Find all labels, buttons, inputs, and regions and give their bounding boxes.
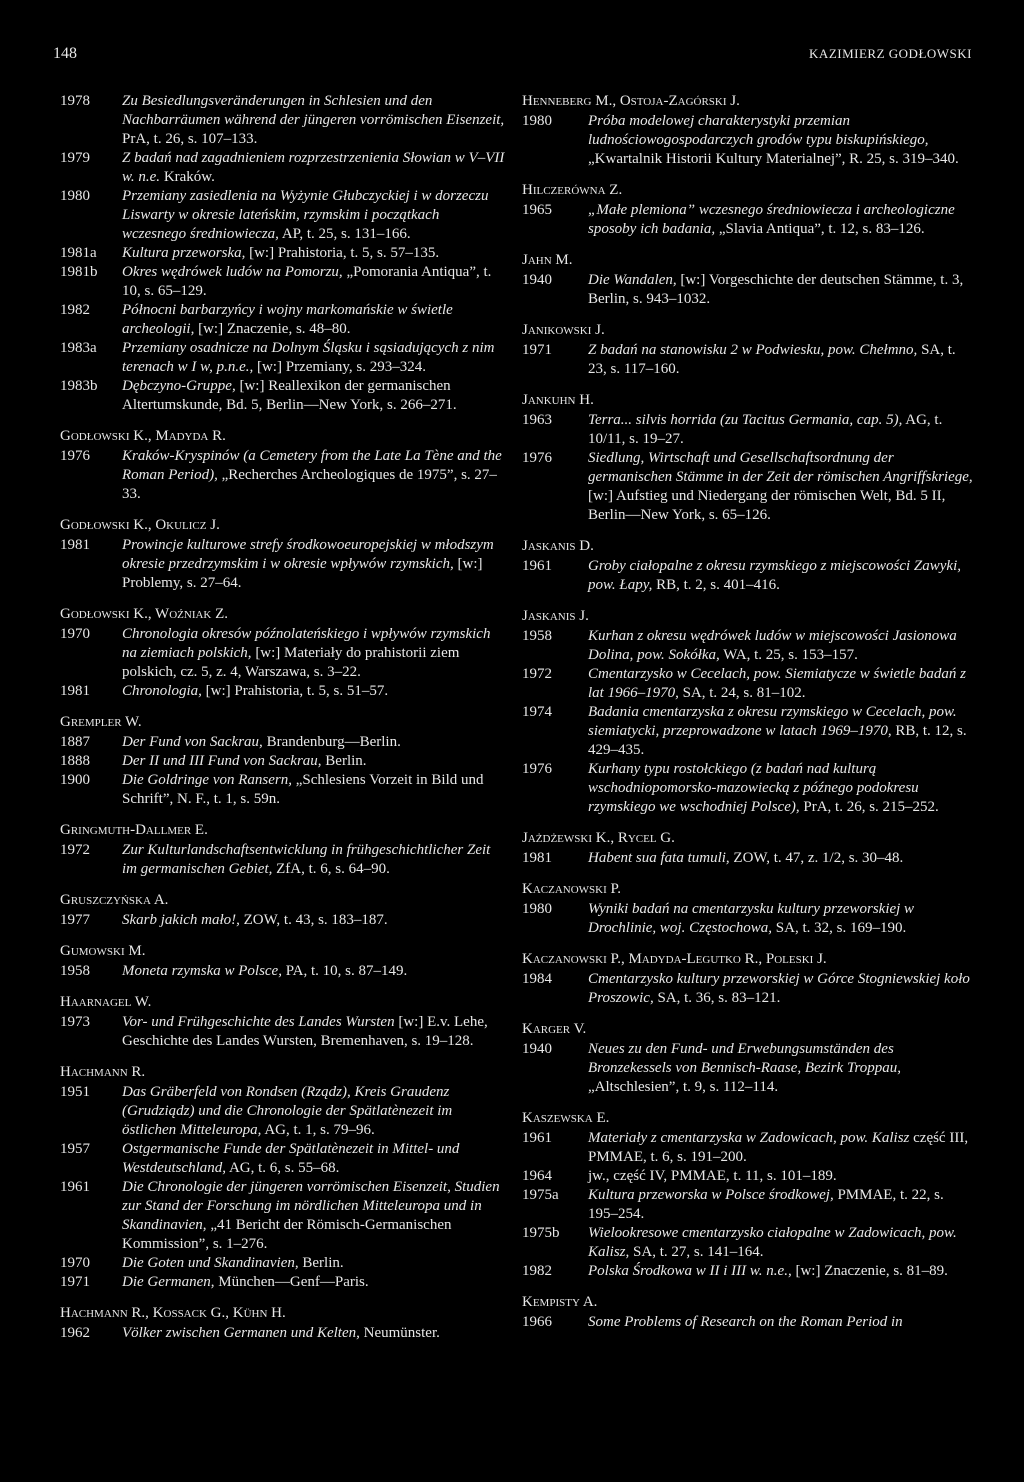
entry-year: 1982 bbox=[60, 302, 90, 318]
entry-year: 1965 bbox=[522, 202, 552, 218]
entry-title: Cmentarzysko kultury przeworskiej w Górce Stogniewskiej koło Proszowic, bbox=[588, 971, 970, 1006]
entry-text bbox=[588, 665, 974, 703]
entry-year: 1971 bbox=[60, 1274, 90, 1290]
entry-year: 1978 bbox=[60, 93, 90, 109]
entry-details: München—Genf—Paris. bbox=[214, 1274, 369, 1290]
bibliography-entry bbox=[522, 1313, 974, 1332]
entry-details: jw., część IV, PMMAE, t. 11, s. 101–189. bbox=[588, 1168, 837, 1184]
entry-title: Zur Kulturlandschaftsentwicklung in frühgeschichtlicher Zeit im germanischen Gebiet, bbox=[122, 842, 491, 877]
entry-title: Kurhan z okresu wędrówek ludów w miejscowości Jasionowa Dolina, pow. Sokółka, bbox=[588, 628, 957, 663]
entry-year: 1940 bbox=[522, 272, 552, 288]
entry-details: ZfA, t. 6, s. 64–90. bbox=[272, 861, 390, 877]
author-heading: Karger V. bbox=[522, 1021, 587, 1037]
entry-year: 1972 bbox=[522, 666, 552, 682]
entry-title: Groby ciałopalne z okresu rzymskiego z miejscowości Zawyki, pow. Łapy, bbox=[588, 558, 962, 593]
entry-year: 1976 bbox=[522, 761, 552, 777]
entry-title: Badania cmentarzyska z okresu rzymskiego w Cecelach, pow. siemiatycki, przeprowadzone w latach 1969–1970, bbox=[588, 704, 957, 739]
entry-title: Z badań na stanowisku 2 w Podwiesku, pow. Chełmno, bbox=[588, 342, 918, 358]
bibliography-entry bbox=[522, 1129, 974, 1167]
entry-year: 1964 bbox=[522, 1168, 552, 1184]
bibliography-entry bbox=[522, 1040, 974, 1097]
entry-title: Habent sua fata tumuli, bbox=[588, 850, 730, 866]
entry-text bbox=[588, 341, 974, 379]
entry-details: SA, t. 24, s. 81–102. bbox=[678, 685, 806, 701]
bibliography-entry bbox=[60, 771, 506, 809]
entry-title: Kultura przeworska, bbox=[122, 245, 246, 261]
entry-title: Some Problems of Research on the Roman Period in bbox=[588, 1314, 903, 1330]
entry-text bbox=[122, 752, 506, 771]
bibliography-entry bbox=[522, 271, 974, 309]
author-heading: Gumowski M. bbox=[60, 943, 146, 959]
bibliography-column-right bbox=[522, 92, 974, 1332]
entry-text bbox=[122, 92, 506, 149]
entry-details: Berlin. bbox=[298, 1255, 344, 1271]
entry-year: 1975a bbox=[522, 1187, 559, 1203]
entry-year: 1981 bbox=[522, 850, 552, 866]
entry-year: 1977 bbox=[60, 912, 90, 928]
entry-details: SA, t. 23, s. 117–160. bbox=[588, 342, 956, 377]
author-heading: Henneberg M., Ostoja-Zagórski J. bbox=[522, 93, 740, 109]
entry-text bbox=[122, 625, 506, 682]
entry-title: Próba modelowej charakterystyki przemian ludnościowogospodarczych grodów typu biskupińskiego, bbox=[588, 113, 929, 148]
entry-title: Völker zwischen Germanen und Kelten, bbox=[122, 1325, 360, 1341]
entry-details: Neumünster. bbox=[359, 1325, 440, 1341]
entry-year: 1979 bbox=[60, 150, 90, 166]
bibliography-entry bbox=[60, 377, 506, 415]
entry-details: [w:] Vorgeschichte der deutschen Stämme, t. 3, Berlin, s. 943–1032. bbox=[588, 272, 964, 307]
page-header bbox=[53, 44, 972, 66]
entry-title: Polska Środkowa w II i III w. n.e., bbox=[588, 1263, 792, 1279]
entry-year: 1983b bbox=[60, 378, 98, 394]
entry-details: Brandenburg—Berlin. bbox=[262, 734, 401, 750]
entry-details: [w:] Problemy, s. 27–64. bbox=[122, 556, 483, 591]
entry-year: 1971 bbox=[522, 342, 552, 358]
entry-title: Dębczyno-Gruppe, bbox=[122, 378, 236, 394]
entry-title: Wielookresowe cmentarzysko ciałopalne w Zadowicach, pow. Kalisz, bbox=[588, 1225, 957, 1260]
entry-text bbox=[122, 149, 506, 187]
entry-details: PA, t. 10, s. 87–149. bbox=[281, 963, 408, 979]
entry-year: 1888 bbox=[60, 753, 90, 769]
entry-text bbox=[122, 339, 506, 377]
running-title: KAZIMIERZ GODŁOWSKI bbox=[809, 46, 972, 61]
entry-year: 1961 bbox=[522, 558, 552, 574]
entry-year: 1958 bbox=[522, 628, 552, 644]
bibliography-entry bbox=[60, 244, 506, 263]
author-heading: Gruszczyńska A. bbox=[60, 892, 169, 908]
author-heading: Godłowski K., Okulicz J. bbox=[60, 517, 220, 533]
bibliography-entry bbox=[522, 557, 974, 595]
bibliography-entry bbox=[60, 187, 506, 244]
entry-details: część III, PMMAE, t. 6, s. 191–200. bbox=[588, 1130, 969, 1165]
entry-title: Der Fund von Sackrau, bbox=[122, 734, 263, 750]
bibliography-entry bbox=[60, 92, 506, 149]
author-heading: Godłowski K., Madyda R. bbox=[60, 428, 226, 444]
bibliography-entry bbox=[60, 1013, 506, 1051]
entry-text bbox=[122, 682, 506, 701]
entry-year: 1963 bbox=[522, 412, 552, 428]
entry-details: PMMAE, t. 22, s. 195–254. bbox=[588, 1187, 944, 1222]
entry-title: Die Wandalen, bbox=[588, 272, 677, 288]
entry-details: ZOW, t. 43, s. 183–187. bbox=[239, 912, 388, 928]
entry-year: 1980 bbox=[522, 113, 552, 129]
entry-text bbox=[588, 703, 974, 760]
entry-text bbox=[588, 201, 974, 239]
entry-details: „41 Bericht der Römisch-Germanischen Kommission”, s. 1–276. bbox=[122, 1217, 452, 1252]
entry-details: AP, t. 25, s. 131–166. bbox=[278, 226, 411, 242]
entry-text bbox=[122, 733, 506, 752]
entry-year: 1980 bbox=[60, 188, 90, 204]
bibliography-column-left bbox=[60, 92, 506, 1343]
entry-text bbox=[588, 627, 974, 665]
entry-details: [w:] Aufstieg und Niedergang der römischen Welt, Bd. 5 II, Berlin—New York, s. 65–126. bbox=[588, 488, 946, 523]
entry-year: 1957 bbox=[60, 1141, 90, 1157]
bibliography-entry bbox=[60, 752, 506, 771]
entry-title: Siedlung, Wirtschaft und Gesellschaftsordnung der germanischen Stämme in der Zeit der römischen Angriffskriege, bbox=[588, 450, 973, 485]
entry-title: Kurhany typu rostołckiego (z badań nad kulturą wschodniopomorsko-mazowiecką z późnego podokresu rzymskiego we wschodniej Polsce), bbox=[588, 761, 919, 815]
entry-year: 1974 bbox=[522, 704, 552, 720]
bibliography-entry bbox=[60, 625, 506, 682]
entry-year: 1972 bbox=[60, 842, 90, 858]
entry-year: 1980 bbox=[522, 901, 552, 917]
entry-details: WA, t. 25, s. 153–157. bbox=[719, 647, 858, 663]
entry-text bbox=[588, 1224, 974, 1262]
author-heading: Grempler W. bbox=[60, 714, 142, 730]
entry-details: [w:] Materiały do prahistorii ziem polskich, cz. 5, z. 4, Warszawa, s. 3–22. bbox=[122, 645, 460, 680]
entry-year: 1983a bbox=[60, 340, 97, 356]
bibliography-entry bbox=[60, 1273, 506, 1292]
entry-title: Moneta rzymska w Polsce, bbox=[122, 963, 282, 979]
entry-text bbox=[588, 1040, 974, 1097]
author-heading: Hachmann R., Kossack G., Kühn H. bbox=[60, 1305, 286, 1321]
entry-year: 1887 bbox=[60, 734, 90, 750]
entry-title: Okres wędrówek ludów na Pomorzu, bbox=[122, 264, 343, 280]
entry-text bbox=[588, 1313, 974, 1332]
bibliography-entry bbox=[522, 970, 974, 1008]
entry-text bbox=[122, 1083, 506, 1140]
entry-text bbox=[122, 1178, 506, 1254]
author-heading: Haarnagel W. bbox=[60, 994, 152, 1010]
entry-text bbox=[588, 411, 974, 449]
entry-title: Przemiany zasiedlenia na Wyżynie Głubczyckiej i w dorzeczu Liswarty w okresie lateńskim, rzymskim i początkach wczesnego średniowiecza, bbox=[122, 188, 489, 242]
entry-details: [w:] Znaczenie, s. 81–89. bbox=[791, 1263, 948, 1279]
entry-title: Prowincje kulturowe strefy środkowoeuropejskiej w młodszym okresie przedrzymskim i w okresie wpływów rzymskich, bbox=[122, 537, 494, 572]
entry-text bbox=[588, 449, 974, 525]
entry-year: 1962 bbox=[60, 1325, 90, 1341]
entry-title: Neues zu den Fund- und Erwebungsumständen des Bronzekessels von Bennisch-Raase, Bezirk Troppau, bbox=[588, 1041, 902, 1076]
bibliography-entry bbox=[522, 411, 974, 449]
entry-text bbox=[122, 187, 506, 244]
entry-details: PrA, t. 26, s. 215–252. bbox=[799, 799, 939, 815]
entry-details: „Pomorania Antiqua”, t. 10, s. 65–129. bbox=[122, 264, 492, 299]
entry-text bbox=[122, 377, 506, 415]
bibliography-entry bbox=[522, 341, 974, 379]
author-heading: Janikowski J. bbox=[522, 322, 605, 338]
page-number: 148 bbox=[53, 45, 77, 62]
entry-title: Die Germanen, bbox=[122, 1274, 215, 1290]
entry-details: RB, t. 12, s. 429–435. bbox=[588, 723, 967, 758]
entry-text bbox=[588, 271, 974, 309]
bibliography-entry bbox=[60, 301, 506, 339]
bibliography-entry bbox=[60, 1083, 506, 1140]
bibliography-entry bbox=[60, 263, 506, 301]
entry-text bbox=[588, 1129, 974, 1167]
entry-year: 1958 bbox=[60, 963, 90, 979]
entry-details: „Slavia Antiqua”, t. 12, s. 83–126. bbox=[715, 221, 925, 237]
entry-text bbox=[122, 244, 506, 263]
entry-year: 1973 bbox=[60, 1014, 90, 1030]
entry-details: Berlin. bbox=[321, 753, 367, 769]
entry-year: 1900 bbox=[60, 772, 90, 788]
bibliography-entry bbox=[60, 962, 506, 981]
entry-year: 1981b bbox=[60, 264, 98, 280]
bibliography-entry bbox=[522, 1262, 974, 1281]
entry-text bbox=[122, 1254, 506, 1273]
bibliography-entry bbox=[522, 760, 974, 817]
author-heading: Hachmann R. bbox=[60, 1064, 146, 1080]
entry-text bbox=[588, 1262, 974, 1281]
author-heading: Hilczerówna Z. bbox=[522, 182, 623, 198]
bibliography-entry bbox=[60, 339, 506, 377]
bibliography-entry bbox=[60, 1324, 506, 1343]
entry-text bbox=[122, 301, 506, 339]
author-heading: Kaczanowski P., Madyda-Legutko R., Poleski J. bbox=[522, 951, 827, 967]
entry-year: 1981 bbox=[60, 537, 90, 553]
bibliography-entry bbox=[60, 1140, 506, 1178]
entry-title: Przemiany osadnicze na Dolnym Śląsku i sąsiadujących z nim terenach w I w, p.n.e., bbox=[122, 340, 495, 375]
bibliography-entry bbox=[522, 1186, 974, 1224]
entry-title: Skarb jakich mało!, bbox=[122, 912, 240, 928]
entry-year: 1970 bbox=[60, 1255, 90, 1271]
entry-title: Chronologia, bbox=[122, 683, 202, 699]
bibliography-entry bbox=[522, 900, 974, 938]
entry-text bbox=[122, 536, 506, 593]
bibliography-entry bbox=[522, 1224, 974, 1262]
entry-title: Vor- und Frühgeschichte des Landes Wursten bbox=[122, 1014, 395, 1030]
bibliography-entry bbox=[60, 682, 506, 701]
entry-title: Chronologia okresów późnolateńskiego i wpływów rzymskich na ziemiach polskich, bbox=[122, 626, 491, 661]
entry-text bbox=[122, 771, 506, 809]
bibliography-entry bbox=[60, 149, 506, 187]
entry-title: „Małe plemiona” wczesnego średniowiecza i archeologiczne sposoby ich badania, bbox=[588, 202, 955, 237]
bibliography-entry bbox=[522, 201, 974, 239]
entry-text bbox=[122, 1013, 506, 1051]
entry-text bbox=[122, 841, 506, 879]
entry-details: SA, t. 32, s. 169–190. bbox=[772, 920, 907, 936]
entry-details: [w:] Przemiany, s. 293–324. bbox=[253, 359, 426, 375]
entry-text bbox=[122, 1273, 506, 1292]
entry-text bbox=[588, 1186, 974, 1224]
entry-year: 1981a bbox=[60, 245, 97, 261]
entry-text bbox=[122, 447, 506, 504]
entry-details: AG, t. 6, s. 55–68. bbox=[226, 1160, 340, 1176]
entry-text bbox=[122, 263, 506, 301]
entry-details: [w:] Reallexikon der germanischen Altertumskunde, Bd. 5, Berlin—New York, s. 266–271. bbox=[122, 378, 457, 413]
bibliography-entry bbox=[60, 536, 506, 593]
bibliography-entry bbox=[60, 447, 506, 504]
entry-title: Wyniki badań na cmentarzysku kultury przeworskiej w Drochlinie, woj. Częstochowa, bbox=[588, 901, 915, 936]
entry-year: 1940 bbox=[522, 1041, 552, 1057]
entry-text bbox=[122, 962, 506, 981]
entry-details: [w:] Prahistoria, t. 5, s. 51–57. bbox=[201, 683, 389, 699]
author-heading: Jaskanis D. bbox=[522, 538, 594, 554]
entry-details: SA, t. 27, s. 141–164. bbox=[629, 1244, 764, 1260]
entry-title: Terra... silvis horrida (zu Tacitus Germania, cap. 5), bbox=[588, 412, 903, 428]
bibliography-entry bbox=[522, 112, 974, 169]
author-heading: Gringmuth-Dallmer E. bbox=[60, 822, 208, 838]
entry-details: AG, t. 1, s. 79–96. bbox=[261, 1122, 375, 1138]
entry-text bbox=[588, 970, 974, 1008]
author-heading: Jaskanis J. bbox=[522, 608, 589, 624]
author-heading: Jażdżewski K., Rycel G. bbox=[522, 830, 675, 846]
entry-details: „Schlesiens Vorzeit in Bild und Schrift”, N. F., t. 1, s. 59n. bbox=[122, 772, 484, 807]
bibliography-entry bbox=[522, 849, 974, 868]
bibliography-entry bbox=[60, 1178, 506, 1254]
entry-year: 1961 bbox=[60, 1179, 90, 1195]
entry-text bbox=[588, 1167, 974, 1186]
entry-title: Północni barbarzyńcy i wojny markomańskie w świetle archeologii, bbox=[122, 302, 453, 337]
entry-text bbox=[588, 112, 974, 169]
entry-title: Das Gräberfeld von Rondsen (Rządz), Kreis Graudenz (Grudziądz) und die Chronologie der Spätlatènezeit im östlichen Mitteleuropa, bbox=[122, 1084, 453, 1138]
entry-year: 1976 bbox=[60, 448, 90, 464]
entry-title: Die Chronologie der jüngeren vorrömischen Eisenzeit, Studien zur Stand der Forschung im nördlichen Mitteleuropa und in Skandinavien, bbox=[122, 1179, 500, 1233]
author-heading: Kaszewska E. bbox=[522, 1110, 610, 1126]
bibliography-entry bbox=[522, 1167, 974, 1186]
entry-text bbox=[588, 849, 974, 868]
entry-text bbox=[122, 1140, 506, 1178]
entry-year: 1975b bbox=[522, 1225, 560, 1241]
entry-text bbox=[588, 900, 974, 938]
entry-details: [w:] Prahistoria, t. 5, s. 57–135. bbox=[245, 245, 440, 261]
entry-title: Die Goten und Skandinavien, bbox=[122, 1255, 299, 1271]
entry-title: Die Goldringe von Ransern, bbox=[122, 772, 292, 788]
entry-year: 1982 bbox=[522, 1263, 552, 1279]
entry-details: ZOW, t. 47, z. 1/2, s. 30–48. bbox=[729, 850, 904, 866]
entry-title: Kraków-Kryspinów (a Cemetery from the Late La Tène and the Roman Period), bbox=[122, 448, 502, 483]
entry-details: [w:] Znaczenie, s. 48–80. bbox=[194, 321, 351, 337]
entry-year: 1981 bbox=[60, 683, 90, 699]
entry-title: Zu Besiedlungsveränderungen in Schlesien und den Nachbarräumen während der jüngeren vorrömischen Eisenzeit, bbox=[122, 93, 505, 128]
bibliography-entry bbox=[60, 1254, 506, 1273]
entry-details: RB, t. 2, s. 401–416. bbox=[652, 577, 780, 593]
entry-details: AG, t. 10/11, s. 19–27. bbox=[588, 412, 943, 447]
author-heading: Kaczanowski P. bbox=[522, 881, 621, 897]
author-heading: Godłowski K., Woźniak Z. bbox=[60, 606, 229, 622]
entry-title: Kultura przeworska w Polsce środkowej, bbox=[588, 1187, 834, 1203]
bibliography-entry bbox=[522, 449, 974, 525]
entry-details: PrA, t. 26, s. 107–133. bbox=[122, 131, 258, 147]
entry-title: Materiały z cmentarzyska w Zadowicach, pow. Kalisz bbox=[588, 1130, 910, 1146]
bibliography-entry bbox=[522, 665, 974, 703]
entry-year: 1951 bbox=[60, 1084, 90, 1100]
entry-title: Z badań nad zagadnieniem rozprzestrzenienia Słowian w V–VII w. n.e. bbox=[122, 150, 505, 185]
bibliography-entry bbox=[522, 627, 974, 665]
entry-details: „Altschlesien”, t. 9, s. 112–114. bbox=[588, 1079, 779, 1095]
entry-year: 1976 bbox=[522, 450, 552, 466]
bibliography-entry bbox=[60, 911, 506, 930]
author-heading: Jankuhn H. bbox=[522, 392, 594, 408]
entry-text bbox=[122, 1324, 506, 1343]
bibliography-entry bbox=[60, 733, 506, 752]
entry-year: 1966 bbox=[522, 1314, 552, 1330]
entry-year: 1984 bbox=[522, 971, 552, 987]
author-heading: Kempisty A. bbox=[522, 1294, 598, 1310]
author-heading: Jahn M. bbox=[522, 252, 573, 268]
entry-text bbox=[122, 911, 506, 930]
entry-title: Cmentarzysko w Cecelach, pow. Siemiatycze w świetle badań z lat 1966–1970, bbox=[588, 666, 966, 701]
entry-details: „Kwartalnik Historii Kultury Materialnej”, R. 25, s. 319–340. bbox=[588, 151, 959, 167]
entry-title: Der II und III Fund von Sackrau, bbox=[122, 753, 322, 769]
entry-year: 1961 bbox=[522, 1130, 552, 1146]
entry-year: 1970 bbox=[60, 626, 90, 642]
entry-text bbox=[588, 760, 974, 817]
entry-details: [w:] E.v. Lehe, Geschichte des Landes Wursten, Bremenhaven, s. 19–128. bbox=[122, 1014, 488, 1049]
entry-details: Kraków. bbox=[160, 169, 215, 185]
bibliography-entry bbox=[522, 703, 974, 760]
entry-text bbox=[588, 557, 974, 595]
bibliography-entry bbox=[60, 841, 506, 879]
entry-details: „Recherches Archeologiques de 1975”, s. 27–33. bbox=[122, 467, 497, 502]
entry-title: Ostgermanische Funde der Spätlatènezeit in Mittel- und Westdeutschland, bbox=[122, 1141, 460, 1176]
entry-details: SA, t. 36, s. 83–121. bbox=[653, 990, 781, 1006]
